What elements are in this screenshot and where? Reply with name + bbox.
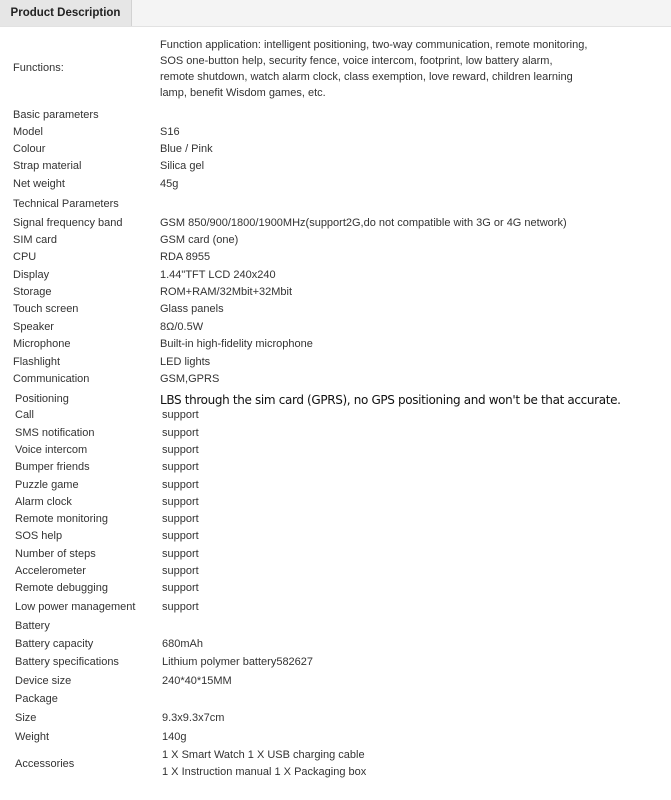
spec-value: support [162, 496, 199, 508]
spec-value: support [162, 601, 199, 613]
spec-key: CPU [13, 251, 37, 263]
spec-row-accessories [0, 747, 671, 783]
tab-product-description[interactable]: Product Description [0, 0, 132, 26]
spec-value: Glass panels [160, 303, 224, 315]
spec-key: Touch screen [13, 303, 79, 315]
spec-key: Size [15, 712, 37, 724]
section-heading: Basic parameters [13, 109, 99, 121]
spec-key: Device size [15, 675, 72, 687]
spec-value: 9.3x9.3x7cm [162, 712, 225, 724]
spec-row-functions [0, 37, 671, 101]
spec-key: Battery capacity [15, 638, 94, 650]
section-heading: Technical Parameters [13, 198, 119, 210]
spec-value: GSM 850/900/1800/1900MHz(support2G,do not compatible with 3G or 4G network) [160, 217, 567, 229]
spec-key: SMS notification [15, 427, 95, 439]
spec-key: Accessories [15, 758, 75, 770]
functions-line: SOS one-button help, security fence, voice intercom, footprint, low battery alarm, [160, 55, 553, 67]
spec-value: support [162, 479, 199, 491]
spec-key: Remote monitoring [15, 513, 108, 525]
spec-key: Strap material [13, 160, 82, 172]
spec-value: Lithium polymer battery582627 [162, 656, 314, 668]
spec-value: 1.44"TFT LCD 240x240 [160, 269, 276, 281]
spec-key: Net weight [13, 178, 65, 190]
functions-line: lamp, benefit Wisdom games, etc. [160, 87, 326, 99]
spec-key: Functions: [13, 62, 64, 74]
spec-value: support [162, 565, 199, 577]
spec-key: Speaker [13, 321, 54, 333]
spec-value: support [162, 530, 199, 542]
spec-value: 240*40*15MM [162, 675, 232, 687]
spec-value [160, 37, 620, 101]
spec-key: Call [15, 409, 34, 421]
spec-key: Flashlight [13, 356, 61, 368]
spec-key: Low power management [15, 601, 136, 613]
spec-value: 45g [160, 178, 179, 190]
spec-key: Accelerometer [15, 565, 86, 577]
spec-key: Remote debugging [15, 582, 108, 594]
spec-value: support [162, 548, 199, 560]
spec-value: S16 [160, 126, 180, 138]
spec-value: Built-in high-fidelity microphone [160, 338, 313, 350]
spec-key: Display [13, 269, 50, 281]
spec-value: 140g [162, 731, 187, 743]
spec-value: LED lights [160, 356, 211, 368]
spec-key: Battery specifications [15, 656, 119, 668]
spec-value: 680mAh [162, 638, 203, 650]
spec-key: Number of steps [15, 548, 96, 560]
spec-value: support [162, 427, 199, 439]
spec-value: GSM card (one) [160, 234, 239, 246]
spec-key: Colour [13, 143, 46, 155]
spec-key: SIM card [13, 234, 58, 246]
tab-bar [0, 0, 671, 27]
spec-key: Bumper friends [15, 461, 90, 473]
spec-value: ROM+RAM/32Mbit+32Mbit [160, 286, 293, 298]
section-heading: Battery [15, 620, 50, 632]
spec-key: Model [13, 126, 43, 138]
spec-value: Blue / Pink [160, 143, 213, 155]
spec-value: support [162, 582, 199, 594]
spec-value: RDA 8955 [160, 251, 211, 263]
spec-key: Voice intercom [15, 444, 88, 456]
spec-value: 1 X Instruction manual 1 X Packaging box [162, 766, 367, 778]
functions-line: Function application: intelligent positioning, two-way communication, remote monitoring, [160, 39, 588, 51]
spec-key: Storage [13, 286, 52, 298]
spec-key: Positioning [15, 393, 69, 405]
spec-value: Silica gel [160, 160, 205, 172]
spec-value: GSM,GPRS [160, 373, 220, 385]
spec-value: 8Ω/0.5W [160, 321, 204, 333]
spec-value: support [162, 444, 199, 456]
spec-value: LBS through the sim card (GPRS), no GPS positioning and won't be that accurate. [160, 393, 621, 407]
spec-key: Microphone [13, 338, 71, 350]
spec-key: Puzzle game [15, 479, 79, 491]
spec-value: 1 X Smart Watch 1 X USB charging cable [162, 749, 365, 761]
spec-key: Alarm clock [15, 496, 72, 508]
spec-key: Signal frequency band [13, 217, 123, 229]
functions-line: remote shutdown, watch alarm clock, class exemption, love reward, children learning [160, 71, 573, 83]
spec-key: Weight [15, 731, 50, 743]
spec-value: support [162, 513, 199, 525]
spec-key: Communication [13, 373, 90, 385]
section-heading: Package [15, 693, 58, 705]
spec-value: support [162, 409, 199, 421]
spec-value: support [162, 461, 199, 473]
spec-key: SOS help [15, 530, 63, 542]
